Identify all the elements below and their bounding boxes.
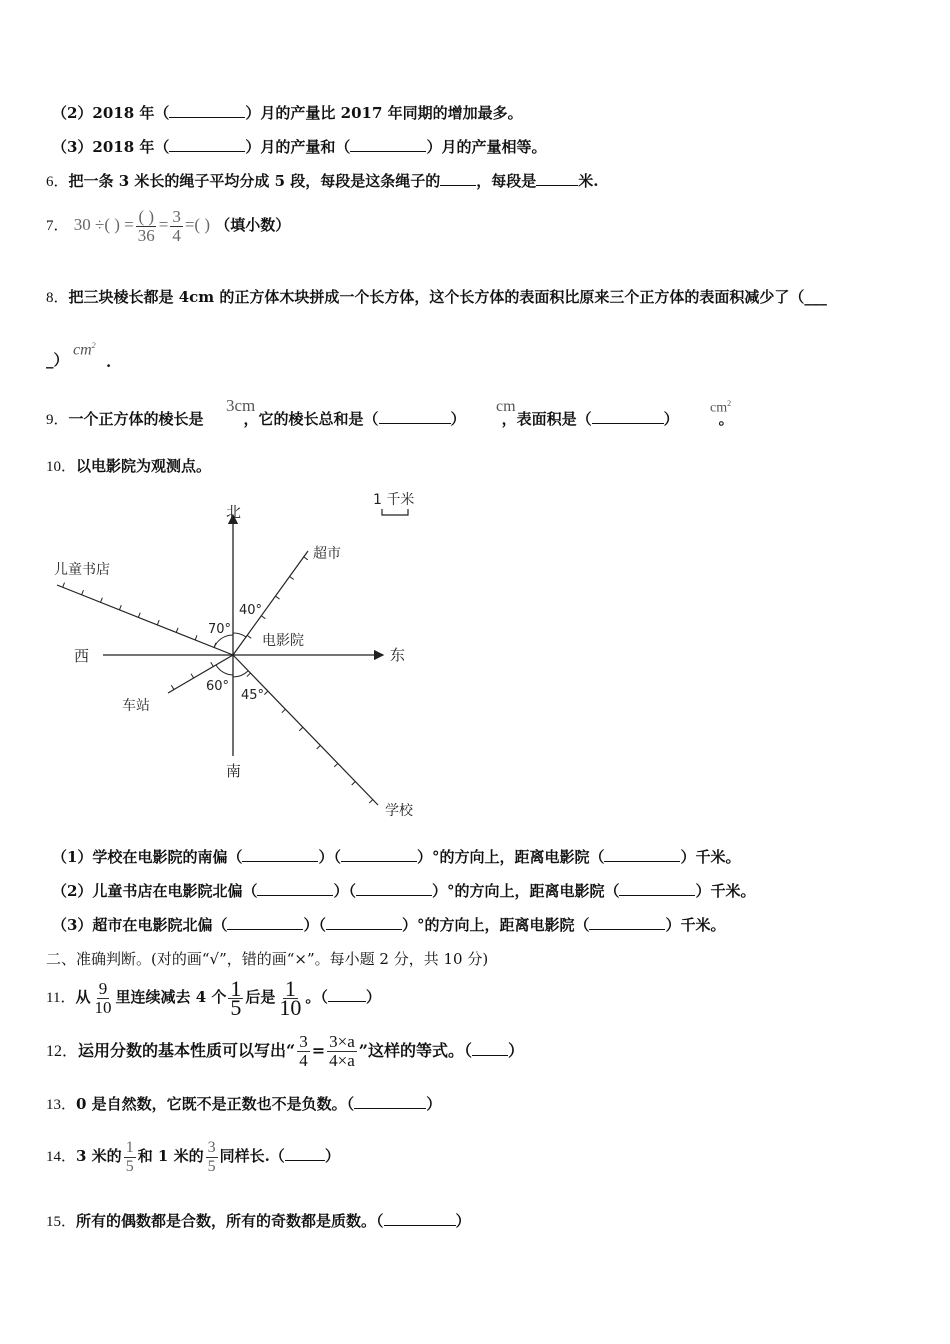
angle-40: 40°	[239, 603, 263, 618]
scale-tick	[290, 577, 294, 580]
q10-sub1: （1）学校在电影院的南偏（ ）（ ）°的方向上，距离电影院（ ）千米。	[52, 848, 741, 866]
answer-blank[interactable]	[472, 1041, 508, 1056]
ray-bookstore	[57, 585, 233, 655]
scale-tick	[264, 691, 268, 694]
south-label: 南	[226, 762, 242, 780]
scale-tick	[247, 673, 251, 676]
answer-blank[interactable]	[169, 137, 245, 152]
scale-tick	[352, 782, 356, 785]
scale-tick	[334, 763, 338, 766]
answer-blank[interactable]	[592, 409, 664, 424]
question-14: 14．3 米的 $\frac{1}{5}$ 和 1 米的 $\frac{3}{5}$ 同样长.（ ）	[46, 1138, 340, 1175]
market-label: 超市	[313, 546, 341, 562]
answer-blank[interactable]	[440, 171, 476, 186]
scale-tick	[63, 583, 65, 588]
scale-tick	[191, 674, 194, 678]
question-10: 10．以电影院为观测点。	[46, 457, 212, 475]
direction-map	[40, 485, 470, 825]
fraction: $\frac{3}{4}$	[172, 206, 181, 245]
answer-blank[interactable]	[354, 1094, 426, 1109]
fraction: $\frac{1}{5}$	[230, 975, 242, 1020]
answer-blank[interactable]	[285, 1146, 325, 1161]
q5-sub2: （2）2018 年（ ）月的产量比 2017 年同期的增加最多。	[52, 104, 523, 122]
scale-tick	[157, 620, 159, 625]
answer-blank[interactable]	[350, 137, 426, 152]
answer-blank[interactable]	[169, 103, 245, 118]
answer-blank[interactable]	[536, 171, 578, 186]
north-label: 北	[226, 503, 242, 521]
question-9: 9．一个正方体的棱长是 ，它的棱长总和是（ ） ，表面积是（ ） 。	[46, 410, 734, 428]
answer-blank[interactable]	[589, 915, 665, 930]
west-label: 西	[74, 647, 90, 665]
scale-tick	[317, 745, 321, 748]
answer-blank[interactable]	[328, 987, 366, 1002]
angle-arc	[216, 665, 233, 675]
scale-tick	[176, 628, 178, 633]
scale-tick	[299, 727, 303, 730]
school-label: 学校	[385, 803, 413, 819]
scale-tick	[138, 613, 140, 618]
section-2-title: 二、准确判断。(对的画“√”，错的画“×”。每小题 2 分，共 10 分)	[46, 950, 489, 968]
scale-tick	[304, 557, 308, 560]
edge-length: 3cm	[226, 396, 256, 415]
question-12: 12．运用分数的基本性质可以写出“ $\frac{3}{4}$ = $\frac{3\times a}{4\times a}$ ”这样的等式。（ ）	[46, 1032, 525, 1070]
fraction: $\frac{3}{4}$	[299, 1032, 308, 1070]
unit-cm2: $cm^2$	[73, 341, 96, 359]
q5-sub3: （3）2018 年（ ）月的产量和（ ）月的产量相等。	[52, 138, 547, 156]
fraction: $\frac{1}{5}$	[125, 1138, 134, 1175]
scale-tick	[171, 685, 174, 689]
fraction: $\frac{( )}{36}$	[137, 206, 155, 245]
answer-blank[interactable]	[326, 915, 402, 930]
ray-school	[233, 655, 378, 805]
angle-45: 45°	[241, 688, 265, 703]
fraction: $\frac{3\times a}{4\times a}$	[329, 1032, 355, 1070]
angle-arc	[233, 671, 248, 677]
fraction: $\frac{9}{10}$	[94, 978, 112, 1017]
unit-cm: cm	[496, 398, 516, 415]
fraction: $\frac{1}{10}$	[279, 975, 302, 1020]
answer-blank[interactable]	[356, 881, 432, 896]
question-15: 15．所有的偶数都是合数，所有的奇数都是质数。（ ）	[46, 1212, 471, 1230]
question-13: 13．0 是自然数，它既不是正数也不是负数。（ ）	[46, 1095, 442, 1113]
answer-blank[interactable]	[257, 881, 333, 896]
question-8: 8．把三块棱长都是 4cm 的正方体木块拼成一个长方体，这个长方体的表面积比原来三个正方体的表面积减少了（___	[46, 288, 827, 306]
question-11: 11．从 $\frac{9}{10}$ 里连续减去 4 个 $\frac{1}{5}$ 后是 $\frac{1}{10}$ 。（ ）	[46, 975, 381, 1020]
scale-tick	[369, 800, 373, 803]
scale-tick	[195, 635, 197, 640]
station-label: 车站	[122, 698, 150, 714]
answer-blank[interactable]	[341, 847, 417, 862]
answer-blank[interactable]	[604, 847, 680, 862]
fraction: $\frac{3}{5}$	[207, 1138, 216, 1175]
scale-label: 1 千米	[373, 492, 415, 508]
question-8-cont: _）	[46, 351, 69, 369]
scale-tick	[211, 662, 214, 666]
scale-tick	[247, 635, 251, 638]
bookstore-label: 儿童书店	[54, 562, 110, 578]
angle-60: 60°	[206, 679, 230, 694]
period: .	[106, 353, 112, 371]
scale-tick	[282, 709, 286, 712]
scale-tick	[82, 590, 84, 595]
angle-70: 70°	[208, 622, 232, 637]
q10-sub2: （2）儿童书店在电影院北偏（ ）（ ）°的方向上，距离电影院（ ）千米。	[52, 882, 756, 900]
q10-sub3: （3）超市在电影院北偏（ ）（ ）°的方向上，距离电影院（ ）千米。	[52, 916, 726, 934]
answer-blank[interactable]	[227, 915, 303, 930]
answer-blank[interactable]	[619, 881, 695, 896]
angle-arc	[233, 633, 246, 637]
answer-blank[interactable]	[242, 847, 318, 862]
question-7: 7． 30 ÷( ) = $\frac{( )}{36}$ = $\frac{3}{4}$ =( ) （填小数）	[46, 206, 291, 245]
east-label: 东	[390, 646, 406, 664]
scale-tick	[101, 598, 103, 603]
scale-tick	[275, 596, 279, 599]
answer-blank[interactable]	[384, 1211, 456, 1226]
scale-bar	[382, 509, 408, 515]
scale-tick	[119, 605, 121, 610]
cinema-label: 电影院	[262, 633, 304, 649]
unit-cm2: $cm^2$	[710, 399, 732, 416]
answer-blank[interactable]	[379, 409, 451, 424]
question-6: 6．把一条 3 米长的绳子平均分成 5 段，每段是这条绳子的 ，每段是 米.	[46, 172, 599, 190]
